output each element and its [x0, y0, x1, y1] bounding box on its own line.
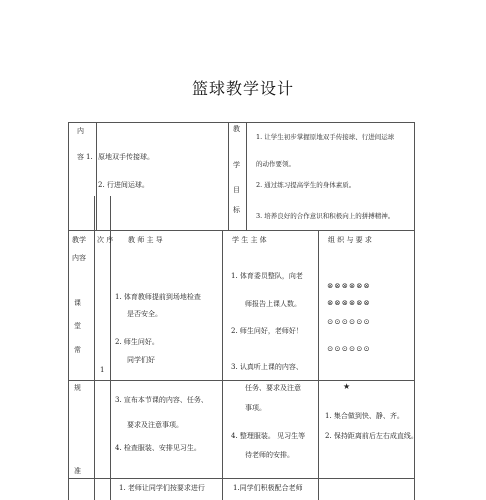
- goal-label: 目: [233, 186, 240, 194]
- goal-label: 教: [233, 125, 240, 133]
- table-border-right: [414, 122, 415, 500]
- order-number: 1: [100, 366, 105, 374]
- student-step: 师报告上课人数。: [245, 300, 301, 308]
- header-teaching-content: 内容: [72, 254, 86, 262]
- header-order: 次 序: [97, 236, 114, 244]
- phase-label-char: 准: [74, 467, 81, 475]
- teacher-star-icon: ★: [343, 382, 351, 391]
- header-organization: 组 织 与 要 求: [328, 236, 372, 244]
- formation-row: ⊗⊗⊗⊗⊗⊗: [327, 298, 371, 307]
- table-row-divider: [68, 478, 414, 479]
- student-step: 事项。: [245, 404, 266, 412]
- table-row-divider: [68, 380, 414, 381]
- formation-row: ⊗⊗⊗⊗⊗⊗: [327, 281, 371, 290]
- teacher-step: 1. 老师让同学们按要求进行: [119, 484, 205, 492]
- content-item-number: 1.: [86, 153, 93, 161]
- formation-row: ⊙⊙⊙⊙⊙⊙: [327, 317, 371, 326]
- goal-label: 学: [233, 161, 240, 169]
- phase-label-char: 常: [74, 346, 81, 354]
- table-col-divider: [246, 122, 247, 230]
- formation-row: ⊙⊙⊙⊙⊙⊙: [327, 344, 371, 353]
- teacher-step: 要求及注意事项。: [127, 421, 183, 429]
- table-border-left: [68, 122, 69, 500]
- student-step: 4. 整理服装。 见习生等: [231, 432, 306, 440]
- table-col-divider: [222, 230, 223, 500]
- teacher-step: 1. 体育教师提前到场地检查: [115, 293, 201, 301]
- table-col-divider: [318, 230, 319, 500]
- content-label: 容: [77, 153, 84, 161]
- requirement-item: 2. 保持距离前后左右成直线。: [325, 432, 418, 440]
- student-step: 1.同学们积极配合老师: [233, 484, 303, 492]
- header-teaching-content: 教学: [72, 236, 86, 244]
- teacher-step: 4. 检查服装、安排见习生。: [115, 444, 201, 452]
- student-step: 任务、要求及注意: [245, 384, 301, 392]
- teacher-step: 同学们好: [127, 356, 155, 364]
- header-student: 学 生 主 体: [232, 236, 267, 244]
- table-col-divider: [96, 122, 97, 230]
- student-step: 1. 体育委员整队，向老: [231, 272, 303, 280]
- student-step: 2. 师生问好，老师好！: [231, 327, 303, 335]
- table-border-top: [68, 122, 414, 123]
- phase-label-char: 规: [74, 384, 81, 392]
- goal-label: 标: [233, 206, 240, 214]
- teacher-step: 2. 师生问好。: [115, 338, 159, 346]
- content-item: 原地双手传接球。: [98, 153, 154, 161]
- page-title: 篮球教学设计: [191, 79, 294, 98]
- content-item: 2. 行进间运球。: [98, 181, 149, 189]
- goal-item: 的动作要领。: [256, 160, 295, 168]
- goal-item: 1. 让学生初步掌握原地双手传接球、行进间运球: [256, 133, 395, 141]
- goal-item: 2. 通过练习提高学生的身体素质。: [256, 181, 356, 189]
- goal-item: 3. 培养良好的合作意识和积极向上的拼搏精神。: [256, 212, 395, 220]
- phase-label-char: 堂: [74, 322, 81, 330]
- student-step: 待老师的安排。: [245, 451, 294, 459]
- table-row-divider: [68, 230, 414, 231]
- content-label: 内: [77, 127, 84, 135]
- teacher-step: 是否安全。: [127, 310, 162, 318]
- phase-label-char: 课: [74, 299, 81, 307]
- table-col-divider: [94, 196, 95, 500]
- teacher-step: 3. 宣布本节课的内容、任务、: [115, 396, 208, 404]
- header-teacher: 教 师 主 导: [128, 236, 163, 244]
- requirement-item: 1. 集合做到快、静、齐。: [325, 412, 404, 420]
- student-step: 3. 认真听上课的内容、: [231, 363, 303, 371]
- table-col-divider: [228, 122, 229, 230]
